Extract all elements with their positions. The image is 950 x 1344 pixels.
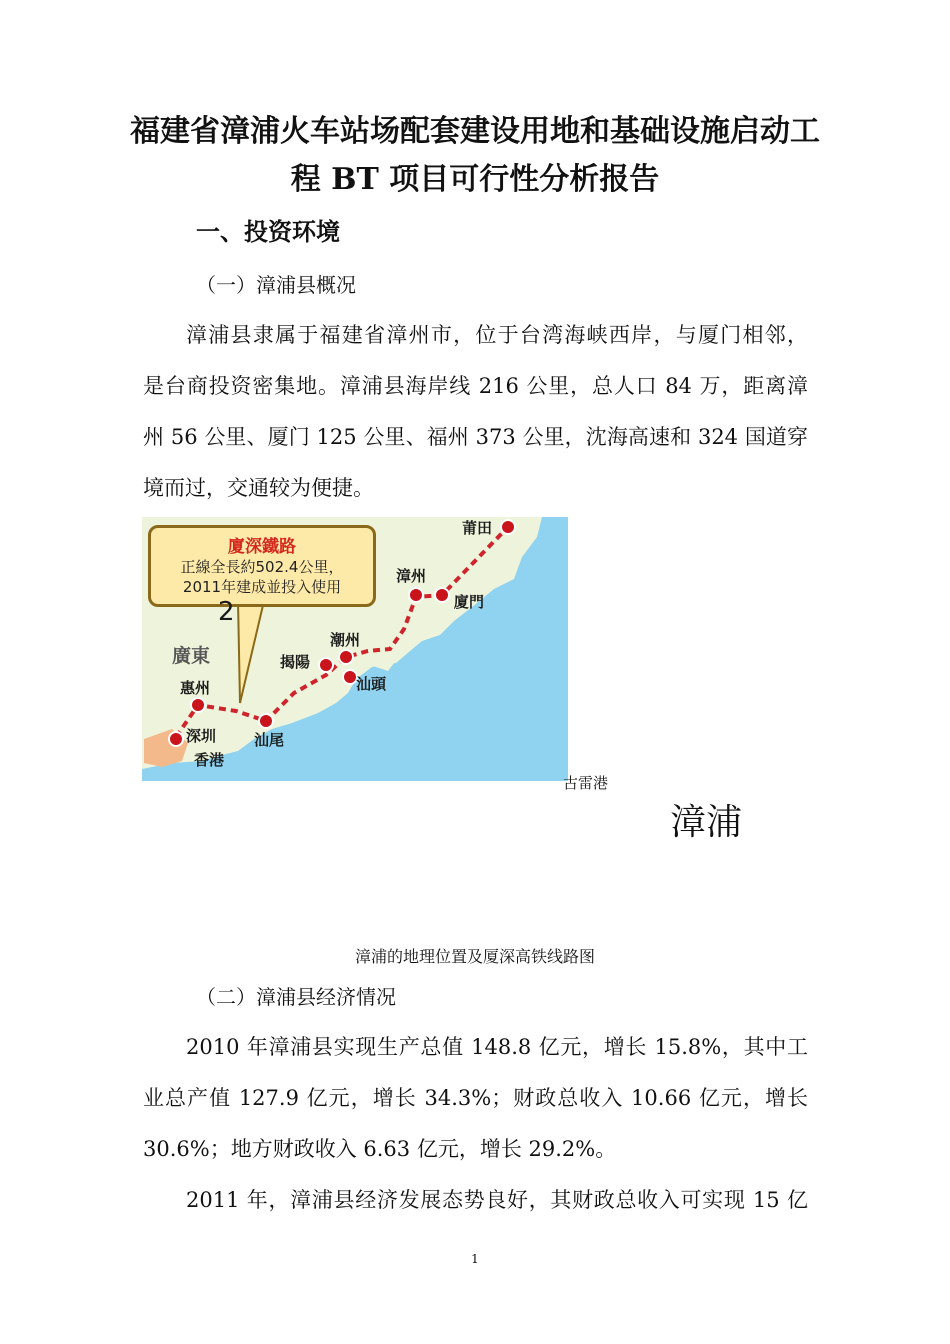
- marker-xiamen: [435, 588, 449, 602]
- city-label-hongkong: 香港: [194, 751, 225, 769]
- paragraph-line: 漳浦县隶属于福建省漳州市，位于台湾海峡西岸，与厦门相邻，: [186, 323, 808, 347]
- marker-zhangzhou: [409, 588, 423, 602]
- city-label-putian: 莆田: [462, 519, 493, 537]
- marker-shanwei: [259, 714, 273, 728]
- marker-jieyang: [319, 658, 333, 672]
- section-heading-investment-environment: 一、投资环境: [196, 217, 340, 246]
- callout-line-2: 2011年建成並投入使用: [182, 578, 342, 596]
- document-title-line-2: 程 BT 项目可行性分析报告: [290, 162, 660, 197]
- marker-shenzhen: [169, 732, 183, 746]
- paragraph-line: 30.6%；地方财政收入 6.63 亿元，增长 29.2%。: [143, 1137, 617, 1161]
- city-label-shantou: 汕頭: [356, 675, 387, 693]
- paragraph-line: 境而过，交通较为便捷。: [143, 476, 374, 500]
- figure-caption: 漳浦的地理位置及厦深高铁线路图: [354, 947, 595, 966]
- railway-map-figure: [142, 517, 568, 781]
- subsection-heading-economy: （二）漳浦县经济情况: [196, 985, 396, 1009]
- annotation-zhangpu: 漳浦: [670, 802, 743, 843]
- city-label-chaozhou: 潮州: [330, 631, 361, 649]
- paragraph-line: 州 56 公里、厦门 125 公里、福州 373 公里，沈海高速和 324 国道穿: [143, 425, 808, 449]
- city-label-huizhou: 惠州: [180, 679, 211, 697]
- city-label-xiamen: 廈門: [454, 593, 485, 611]
- paragraph-line: 业总产值 127.9 亿元，增长 34.3%；财政总收入 10.66 亿元，增长: [143, 1086, 808, 1110]
- callout-line-1: 正線全長約502.4公里，: [180, 558, 344, 576]
- city-label-jieyang: 揭陽: [280, 653, 311, 671]
- paragraph-line: 是台商投资密集地。漳浦县海岸线 216 公里，总人口 84 万，距离漳: [143, 374, 808, 398]
- marker-putian: [501, 520, 515, 534]
- marker-chaozhou: [339, 650, 353, 664]
- subsection-heading-county-overview: （一）漳浦县概况: [196, 273, 356, 297]
- map-region-label: 廣東: [172, 645, 211, 667]
- marker-shantou: [343, 670, 357, 684]
- city-label-zhangzhou: 漳州: [396, 567, 427, 585]
- document-title-line-1: 福建省漳浦火车站场配套建设用地和基础设施启动工: [130, 114, 820, 149]
- page-number: 1: [471, 1252, 479, 1266]
- marker-huizhou: [191, 698, 205, 712]
- map-number-label: 2: [218, 597, 235, 627]
- railway-callout: [148, 525, 376, 607]
- annotation-gulei-port: 古雷港: [563, 774, 609, 792]
- callout-title: 廈深鐵路: [228, 537, 296, 557]
- paragraph-line: 2011 年，漳浦县经济发展态势良好，其财政总收入可实现 15 亿: [186, 1188, 808, 1212]
- city-label-shenzhen: 深圳: [186, 727, 217, 745]
- paragraph-line: 2010 年漳浦县实现生产总值 148.8 亿元，增长 15.8%，其中工: [186, 1035, 808, 1059]
- city-label-shanwei: 汕尾: [254, 731, 285, 749]
